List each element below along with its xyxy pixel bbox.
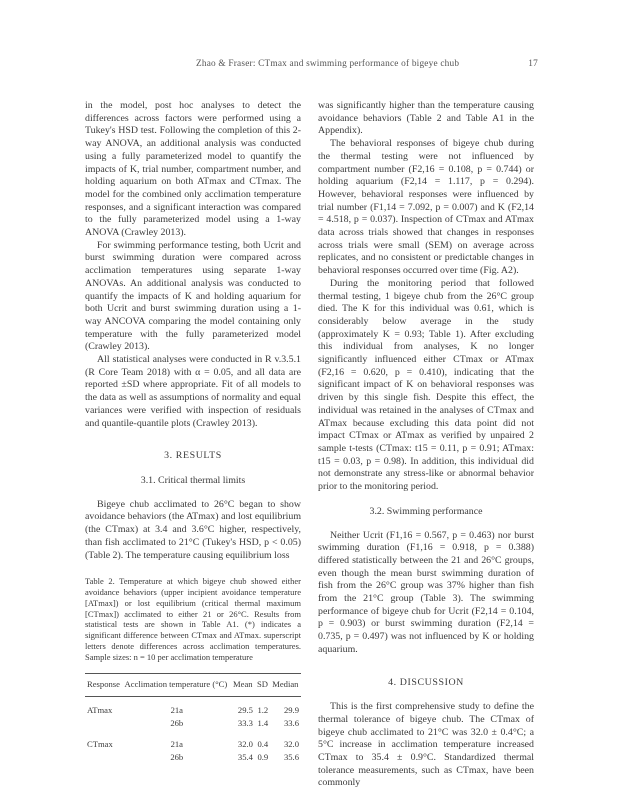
cell-response: CTmax (87, 738, 113, 749)
cell-acclimation: 21a (170, 704, 183, 715)
subsection-heading-swimming-performance: 3.2. Swimming performance (369, 505, 483, 517)
section-heading-discussion: 4. DISCUSSION (388, 676, 464, 688)
table-caption: Table 2. Temperature at which bigeye chub showed either avoidance behaviors (upper incipient avoidance temperature [ATmax]) or lost equilibrium (critical thermal maximum [CTmax]) acclimated to either 21 or 26°C. Results from statistical tests are shown in Table A1. (*) indicates a significant difference between CTmax and ATmax. superscript letters denote differences across acclimation temperatures. Sample sizes: n = 10 per acclimation temperature (85, 576, 301, 662)
running-head-title: Zhao & Fraser: CTmax and swimming performance of bigeye chub (196, 59, 460, 69)
section-heading-results: 3. RESULTS (164, 450, 222, 462)
cell-median: 32.0 (283, 738, 299, 749)
cell-response (85, 717, 123, 730)
paragraph: During the monitoring period that followed thermal testing, 1 bigeye chub from the 26°C group died. The K for this individual was 0.61, which is considerably below average in the study (approximately K = 0.93; Table 1). After excluding this individual from analyses, K no longer significantly influenced either CTmax or ATmax (F2,16 = 0.620, p = 0.410), indicating that the significant impact of K on behavioral responses was driven by this single fish. Despite this effect, the individual was retained in the analyses of CTmax and ATmax because excluding this data point did not impact CTmax or ATmax as verified by unpaired 2 sample t-tests (CTmax: t15 = 0.11, p = 0.91; ATmax: t15 = 0.03, p = 0.98). In addition, this individual did not demonstrate any stress-like or abnormal behavior prior to the monitoring period. (318, 277, 534, 493)
cell-acclimation: 21a (170, 738, 183, 749)
cell-median: 33.6 (283, 717, 299, 728)
cell-response: ATmax (87, 704, 113, 715)
paragraph: All statistical analyses were conducted in R v.3.5.1 (R Core Team 2018) with α = 0.05, and all data are reported ±SD where appropriate. Fit of all models to the data as well as assumptions of normality and equal variances were verified with inspection of residuals and quantile-quantile plots (Crawley 2013). (85, 354, 301, 429)
paragraph: Bigeye chub acclimated to 26°C began to show avoidance behaviors (the ATmax) and lost equilibrium (the CTmax) at 3.4 and 3.6°C higher, respectively, than fish acclimated to 21°C (Tukey's HSD, p < 0.05) (Table 2). The temperature causing equilibrium loss (85, 498, 301, 561)
cell-sd: 0.4 (257, 738, 269, 749)
spacer (318, 494, 534, 506)
table-row (85, 751, 301, 764)
paragraph: The behavioral responses of bigeye chub during the thermal testing were not influenced by compartment number (F2,16 = 0.108, p = 0.744) or holding aquarium (F2,14 = 1.117, p = 0.294). However, behavioral responses were influenced by trial number (F1,14 = 7.092, p = 0.007) and K (F2,14 = 4.518, p = 0.037). Inspection of CTmax and ATmax data across trials showed that changes in responses across trials were small (SEM) on average across replicates, and no consistent or predictable changes in behavioral responses occurred over time (Fig. A2). (318, 138, 534, 277)
column-header-response: Response (85, 673, 123, 696)
paragraph: This is the first comprehensive study to define the thermal tolerance of bigeye chub. The CTmax of bigeye chub acclimated to 21°C was 32.0 ± 0.4°C; a 5°C increase in acclimation temperature increased CTmax to 35.4 ± 0.9°C. Standardized thermal tolerance measurements, such as CTmax, have been commonly (318, 701, 534, 789)
table-row (85, 730, 301, 751)
cell-acclimation: 26b (170, 717, 184, 728)
left-column (85, 100, 301, 764)
cell-mean: 35.4 (237, 751, 253, 762)
cell-median: 35.6 (283, 751, 299, 762)
column-header-median: Median (270, 673, 301, 696)
cell-sd: 1.2 (257, 704, 269, 715)
column-header-mean: Mean (231, 673, 255, 696)
paragraph: was significantly higher than the temperature causing avoidance behaviors (Table 2 and Table A1 in the Appendix). (318, 100, 534, 137)
column-header-acclimation: Acclimation temperature (°C) (123, 673, 231, 696)
results-table (85, 673, 301, 764)
table-row (85, 696, 301, 717)
running-head (0, 58, 618, 72)
cell-mean: 33.3 (237, 717, 253, 728)
cell-acclimation: 26b (170, 751, 184, 762)
cell-response (85, 751, 123, 764)
subsection-heading-critical-thermal-limits: 3.1. Critical thermal limits (140, 474, 246, 486)
cell-sd: 0.9 (257, 751, 269, 762)
table-row (85, 717, 301, 730)
cell-median: 29.9 (283, 704, 299, 715)
paragraph: in the model, post hoc analyses to detect the differences across factors were performed using a Tukey's HSD test. Following the completion of this 2-way ANOVA, an additional analysis was conducted using a fully parameterized model to quantify the impacts of K, trial number, compartment number, and holding aquarium on both ATmax and CTmax. The model for the combined only acclimation temperature responses, and a significant interaction was compared to the fully parameterized model using a 1-way ANOVA (Crawley 2013). (85, 100, 301, 239)
cell-mean: 32.0 (237, 738, 253, 749)
paragraph: For swimming performance testing, both Ucrit and burst swimming duration were compared across acclimation temperatures using separate 1-way ANOVAs. An additional analysis was conducted to quantify the impacts of K and holding aquarium for both Ucrit and burst swimming duration using a 1-way ANCOVA comparing the model containing only temperature with the fully parameterized model (Crawley 2013). (85, 239, 301, 353)
right-column (318, 100, 534, 790)
page-number: 17 (528, 59, 538, 69)
cell-mean: 29.5 (237, 704, 253, 715)
column-header-sd: SD (255, 673, 270, 696)
paragraph: Neither Ucrit (F1,16 = 0.567, p = 0.463) nor burst swimming duration (F1,16 = 0.918, p = 0.388) differed statistically between the 21 and 26°C groups, even though the mean burst swimming duration of fish from the 26°C group was 37% higher than fish from the 21°C group (Table 3). The swimming performance of bigeye chub for Ucrit (F2,14 = 0.104, p = 0.903) or burst swimming duration (F2,14 = 0.735, p = 0.497) was not influenced by K or holding aquarium. (318, 529, 534, 655)
cell-sd: 1.4 (257, 717, 269, 728)
